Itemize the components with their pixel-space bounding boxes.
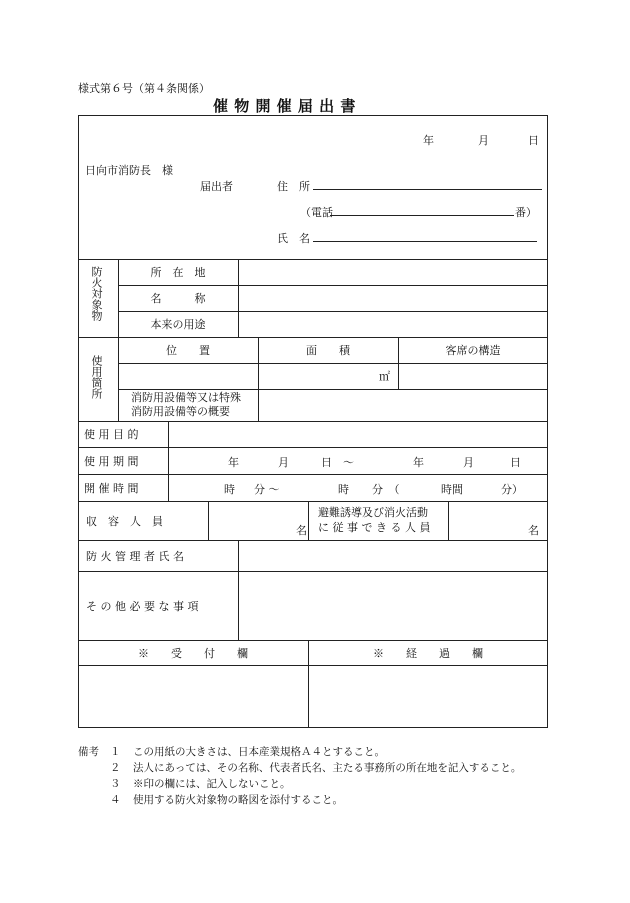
equipment-label-2: 消防用設備等の概要	[131, 405, 230, 418]
position-header: 位 置	[166, 344, 210, 357]
fire-target-location-label: 所 在 地	[150, 266, 206, 279]
capacity-unit: 名	[296, 524, 307, 537]
progress-area	[308, 665, 548, 728]
note-num-3: ３	[110, 778, 121, 790]
progress-header: ※ 経 過 欄	[373, 646, 483, 660]
fire-target-name-label: 名 称	[150, 292, 206, 305]
address-label: 住 所	[277, 180, 310, 193]
period-label: 使 用 期 間	[84, 454, 139, 468]
purpose-label: 使 用 目 的	[84, 428, 139, 441]
note-text-2: 法人にあっては、その名称、代表者氏名、主たる事務所の所在地を記入すること。	[133, 762, 522, 774]
phone-close: 番）	[515, 206, 537, 219]
date-year-label: 年	[423, 134, 434, 147]
reception-header: ※ 受 付 欄	[138, 646, 248, 660]
form-number: 様式第６号（第４条関係）	[78, 82, 210, 95]
fire-target-name-field[interactable]	[238, 285, 548, 311]
name-field[interactable]	[313, 241, 537, 242]
note-num-2: ２	[110, 762, 121, 774]
time-hours: 時間	[441, 483, 463, 496]
notes-prefix: 備考	[78, 746, 99, 758]
period-day: 日	[321, 456, 332, 469]
notifier-label: 届出者	[200, 180, 233, 193]
note-num-4: ４	[110, 794, 121, 806]
equipment-field[interactable]	[258, 389, 548, 421]
note-text-3: ※印の欄には、記入しないこと。	[133, 778, 291, 790]
fire-target-use-field[interactable]	[238, 311, 548, 337]
note-text-1: この用紙の大きさは、日本産業規格Ａ４とすること。	[133, 746, 385, 758]
time-label: 開 催 時 間	[84, 481, 139, 495]
address-field[interactable]	[313, 189, 542, 190]
time-minute-paren: 分 （	[372, 483, 400, 496]
equipment-label-1: 消防用設備等又は特殊	[131, 391, 241, 404]
time-hour: 時	[224, 483, 235, 496]
period-year2: 年	[413, 456, 424, 469]
evac-label-1: 避難誘導及び消火活動	[318, 506, 428, 519]
purpose-field[interactable]	[168, 421, 548, 447]
manager-field[interactable]	[238, 540, 548, 571]
fire-target-location-field[interactable]	[238, 259, 548, 285]
seats-field[interactable]	[398, 363, 548, 389]
evac-unit: 名	[528, 524, 539, 537]
name-label: 氏 名	[277, 232, 310, 245]
period-month2: 月	[463, 456, 474, 469]
seats-header: 客席の構造	[445, 344, 501, 357]
phone-field[interactable]	[330, 215, 514, 216]
date-month-label: 月	[478, 134, 489, 147]
period-tilde: ～	[343, 456, 354, 469]
fire-target-group-label: 防火対象物	[90, 266, 103, 321]
position-field[interactable]	[118, 363, 258, 389]
area-header: 面 積	[306, 344, 350, 357]
note-text-4: 使用する防火対象物の略図を添付すること。	[133, 794, 343, 806]
capacity-label: 収 容 人 員	[86, 514, 163, 528]
other-field[interactable]	[238, 571, 548, 640]
period-month: 月	[278, 456, 289, 469]
evac-label-2: に 従 事 で き る 人 員	[318, 521, 431, 534]
reception-area	[78, 665, 308, 728]
manager-label: 防 火 管 理 者 氏 名	[86, 549, 184, 563]
note-num-1: １	[110, 746, 121, 758]
addressee: 日向市消防長 様	[85, 164, 173, 177]
use-location-group-label: 使用箇所	[90, 355, 103, 399]
period-year: 年	[228, 456, 239, 469]
page-title: 催 物 開 催 届 出 書	[213, 97, 356, 115]
fire-target-use-label: 本来の用途	[150, 318, 206, 331]
time-hour2: 時	[338, 483, 349, 496]
date-day-label: 日	[528, 134, 539, 147]
phone-open: （電話	[300, 206, 333, 219]
time-minute-tilde: 分 ～	[254, 483, 280, 496]
period-day2: 日	[510, 456, 521, 469]
area-unit: ㎡	[379, 370, 390, 383]
time-minute-close: 分）	[501, 483, 523, 496]
other-label: そ の 他 必 要 な 事 項	[86, 599, 199, 613]
